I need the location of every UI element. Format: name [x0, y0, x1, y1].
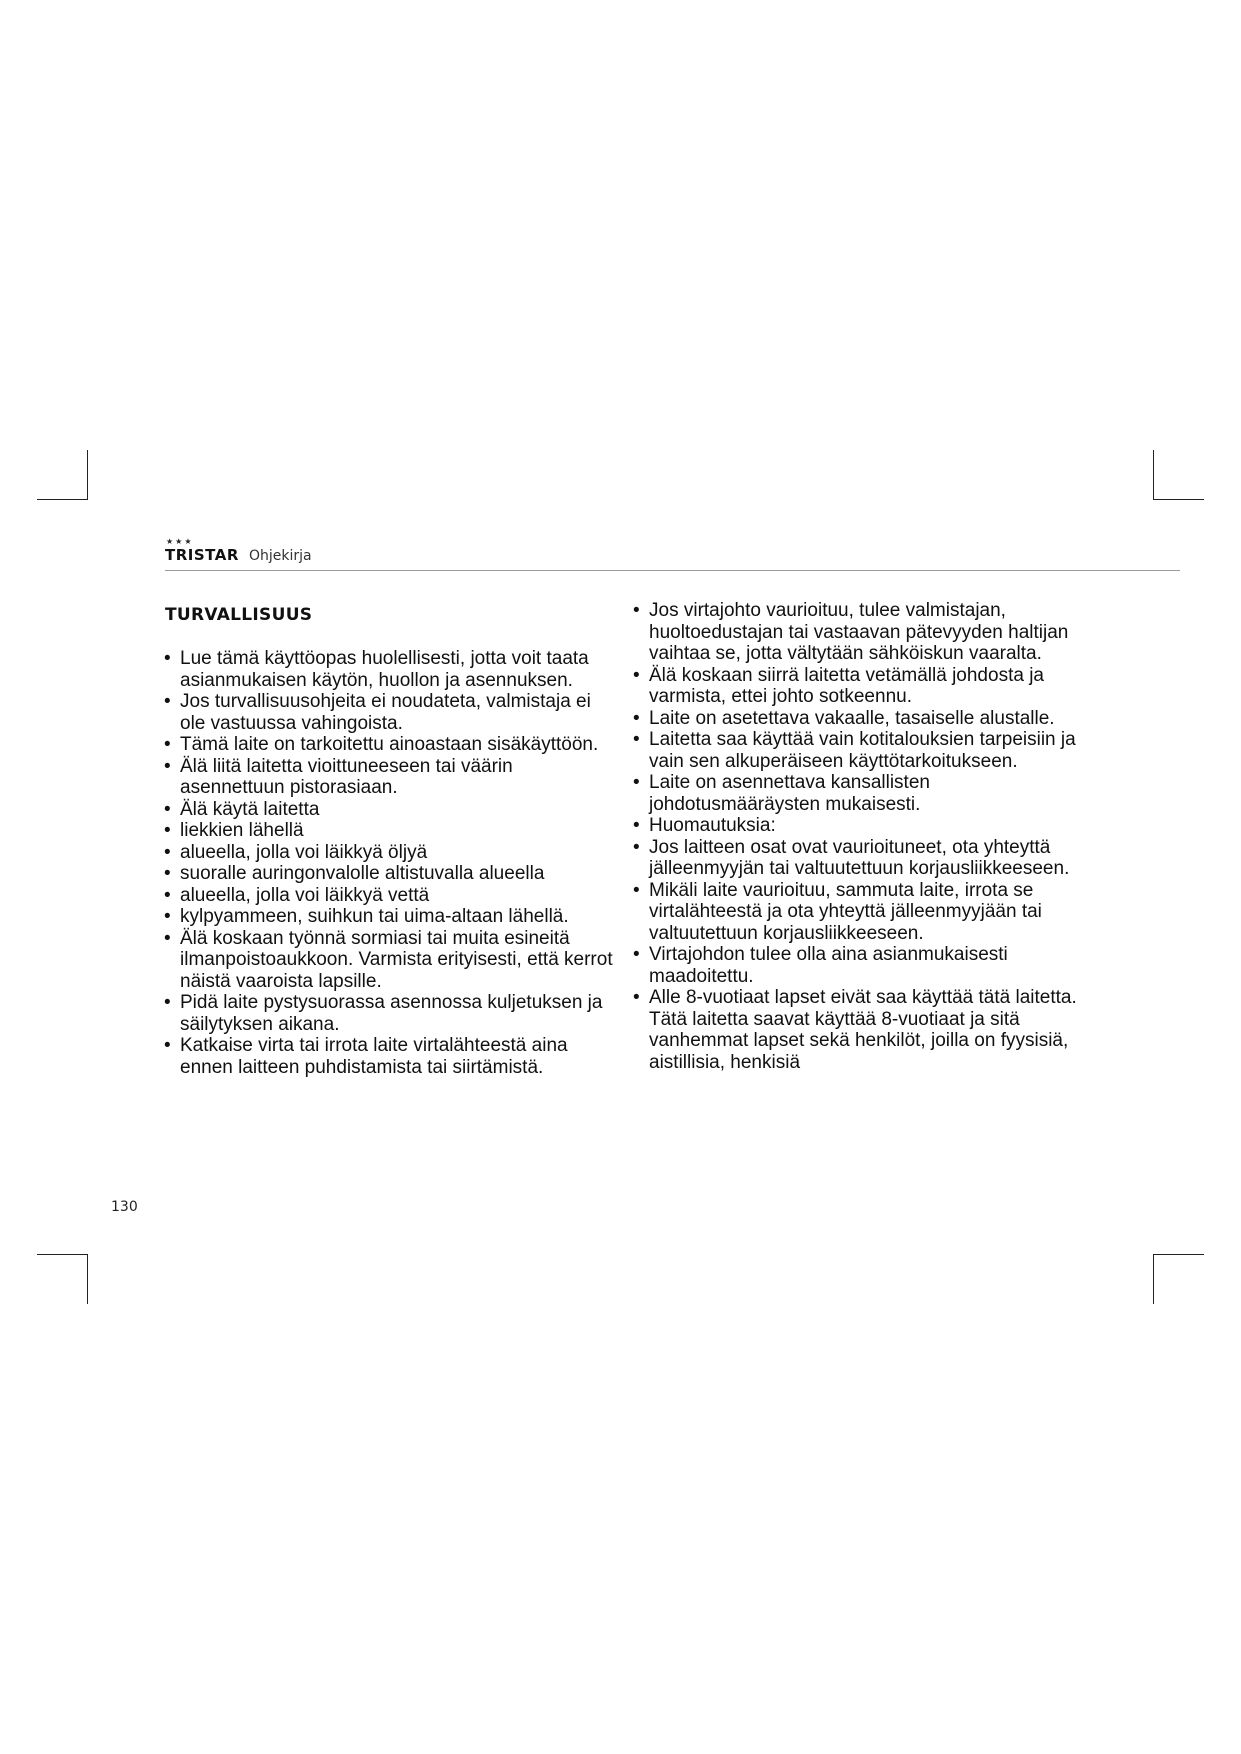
list-item: • alueella, jolla voi läikkyä vettä: [163, 885, 613, 907]
crop-mark-top-right-vertical: [1153, 450, 1154, 500]
list-item: • alueella, jolla voi läikkyä öljyä: [163, 842, 613, 864]
section-title: TURVALLISUUS: [165, 605, 313, 625]
list-item: • Katkaise virta tai irrota laite virtalähteestä aina ennen laitteen puhdistamista tai siirtämistä.: [163, 1035, 613, 1078]
crop-mark-bottom-left-horizontal: [37, 1254, 88, 1255]
page-header: [165, 538, 1180, 571]
safety-list-left: [163, 648, 613, 1078]
list-item: • Jos virtajohto vaurioituu, tulee valmistajan, huoltoedustajan tai vastaavan pätevyyden haltijan vaihtaa se, jotta vältytään sähköiskun vaaralta.: [632, 600, 1082, 665]
list-item: • Laitetta saa käyttää vain kotitalouksien tarpeisiin ja vain sen alkuperäiseen käyttötarkoitukseen.: [632, 729, 1082, 772]
right-column: [632, 600, 1082, 1073]
list-item: • Älä käytä laitetta: [163, 799, 613, 821]
list-item: • Jos laitteen osat ovat vaurioituneet, ota yhteyttä jälleenmyyjän tai valtuutettuun korjausliikkeeseen.: [632, 837, 1082, 880]
list-item: • Älä koskaan siirrä laitetta vetämällä johdosta ja varmista, ettei johto sotkeennu.: [632, 665, 1082, 708]
document-label: Ohjekirja: [249, 548, 312, 564]
list-item: • liekkien lähellä: [163, 820, 613, 842]
list-item: • Mikäli laite vaurioituu, sammuta laite, irrota se virtalähteestä ja ota yhteyttä jälleenmyyjään tai valtuutettuun korjausliikkeeseen.: [632, 880, 1082, 945]
list-item: • Tämä laite on tarkoitettu ainoastaan sisäkäyttöön.: [163, 734, 613, 756]
crop-mark-top-right-horizontal: [1153, 499, 1204, 500]
brand-logo: [165, 538, 245, 566]
list-item: • suoralle auringonvalolle altistuvalla alueella: [163, 863, 613, 885]
crop-mark-top-left-vertical: [87, 450, 88, 500]
list-item: • Laite on asennettava kansallisten johdotusmääräysten mukaisesti.: [632, 772, 1082, 815]
crop-mark-bottom-right-vertical: [1153, 1254, 1154, 1304]
list-item: • Pidä laite pystysuorassa asennossa kuljetuksen ja säilytyksen aikana.: [163, 992, 613, 1035]
left-column: [163, 600, 613, 1078]
list-item: • Alle 8-vuotiaat lapset eivät saa käyttää tätä laitetta. Tätä laitetta saavat käyttää 8-vuotiaat ja sitä vanhemmat lapset sekä henkilöt, joilla on fyysisiä, aistillisia, henkisiä: [632, 987, 1082, 1073]
page-number: 130: [111, 1199, 138, 1215]
list-item: • Laite on asetettava vakaalle, tasaiselle alustalle.: [632, 708, 1082, 730]
list-item: • Älä koskaan työnnä sormiasi tai muita esineitä ilmanpoistoaukkoon. Varmista erityisesti, että kerrot näistä vaaroista lapsille.: [163, 928, 613, 993]
list-item: • kylpyammeen, suihkun tai uima-altaan lähellä.: [163, 906, 613, 928]
list-item: • Lue tämä käyttöopas huolellisesti, jotta voit taata asianmukaisen käytön, huollon ja asennuksen.: [163, 648, 613, 691]
list-item: • Huomautuksia:: [632, 815, 1082, 837]
list-item: • Virtajohdon tulee olla aina asianmukaisesti maadoitettu.: [632, 944, 1082, 987]
list-item: • Älä liitä laitetta vioittuneeseen tai väärin asennettuun pistorasiaan.: [163, 756, 613, 799]
crop-mark-bottom-right-horizontal: [1153, 1254, 1204, 1255]
safety-list-right: [632, 600, 1082, 1073]
crop-mark-bottom-left-vertical: [87, 1254, 88, 1304]
brand-stars: ★★★: [166, 537, 194, 546]
list-item: • Jos turvallisuusohjeita ei noudateta, valmistaja ei ole vastuussa vahingoista.: [163, 691, 613, 734]
crop-mark-top-left-horizontal: [37, 499, 88, 500]
brand-name: TRISTAR: [165, 546, 239, 564]
